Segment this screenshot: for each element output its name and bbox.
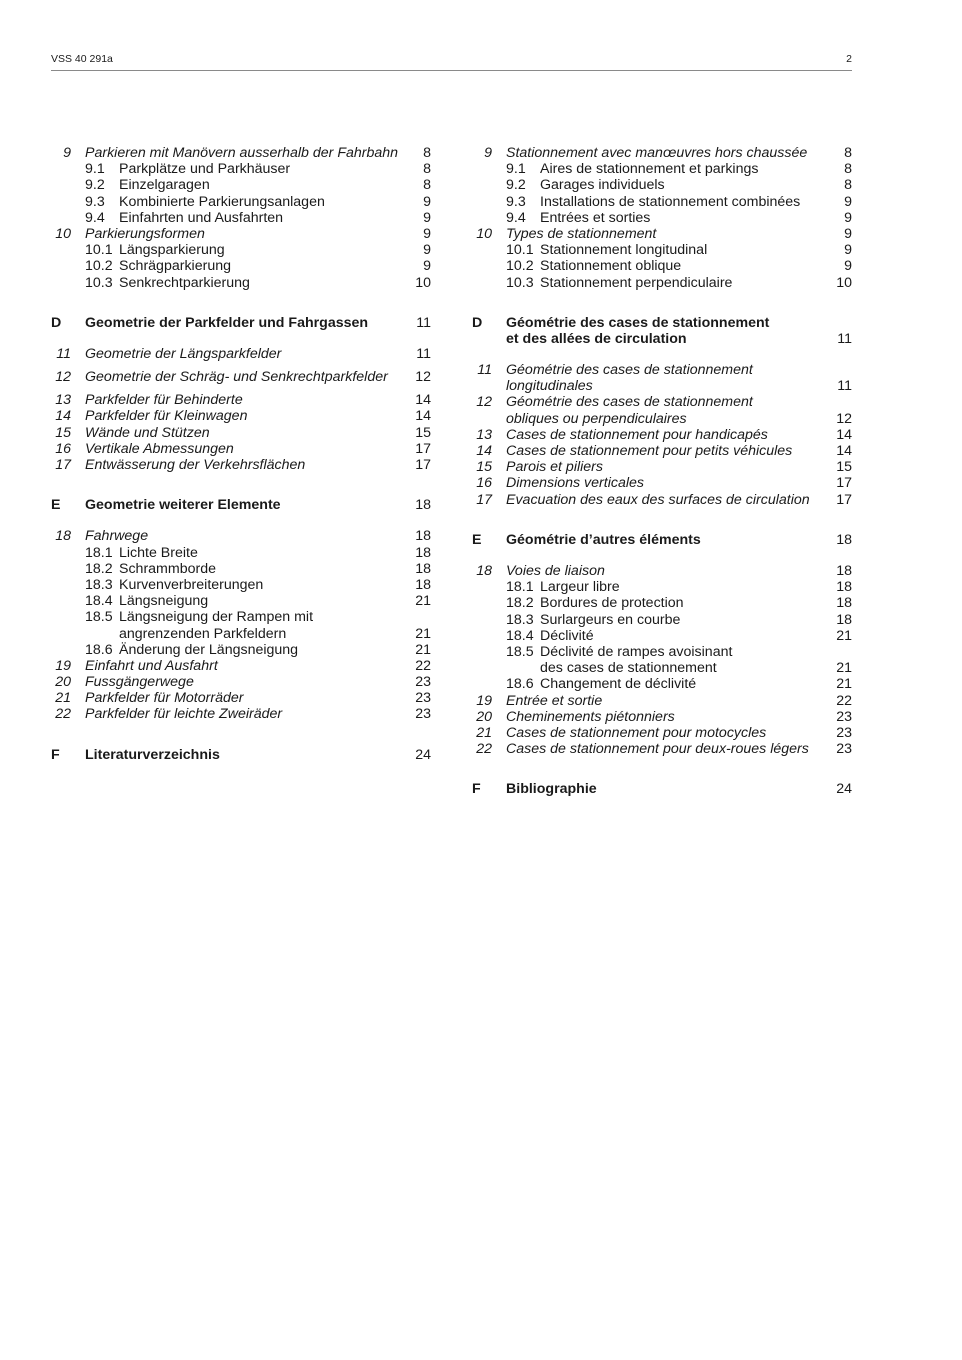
toc-entry: [51, 528, 431, 544]
section-title: Literaturverzeichnis: [85, 746, 220, 763]
page-ref: 17: [415, 440, 431, 457]
page-ref: 23: [836, 708, 852, 725]
page-ref: 21: [415, 625, 431, 642]
toc-entry: [51, 210, 431, 226]
chapter-number: 11: [56, 345, 71, 362]
toc-entry: [472, 595, 852, 611]
page-ref: 9: [844, 258, 852, 275]
section-letter: F: [51, 746, 60, 763]
toc-entry: [472, 693, 852, 709]
entry-number: 18.1: [85, 544, 113, 561]
chapter-title: Cases de stationnement pour deux-roues légers: [506, 741, 809, 758]
toc-entry: [51, 593, 431, 609]
toc-entry: [472, 725, 852, 741]
entry-number: 10.3: [506, 274, 534, 291]
toc-entry: [472, 226, 852, 242]
toc-entry: [51, 674, 431, 690]
chapter-title-line2: longitudinales: [506, 378, 593, 395]
entry-number: 9.2: [506, 177, 526, 194]
header-rule: [51, 70, 852, 71]
page-ref: 18: [836, 562, 852, 579]
page-ref: 21: [836, 676, 852, 693]
toc-entry: [472, 315, 852, 347]
chapter-number: 18: [55, 528, 71, 545]
entry-title: Largeur libre: [540, 579, 620, 596]
entry-title: Parkplätze und Parkhäuser: [119, 161, 291, 178]
entry-title: Einfahrten und Ausfahrten: [119, 209, 284, 226]
entry-title: Kurvenverbreiterungen: [119, 576, 264, 593]
chapter-title: Parkfelder für Kleinwagen: [85, 408, 248, 425]
entry-title: Stationnement oblique: [540, 258, 682, 275]
toc-entry: [51, 690, 431, 706]
page-ref: 10: [415, 274, 431, 291]
entry-title: Aires de stationnement et parkings: [540, 161, 759, 178]
page-ref: 8: [844, 161, 852, 178]
chapter-title: Parkfelder für leichte Zweiräder: [85, 706, 283, 723]
page-ref: 23: [415, 674, 431, 691]
entry-title: Entrées et sorties: [540, 209, 651, 226]
chapter-number: 20: [476, 708, 492, 725]
page-ref: 15: [415, 424, 431, 441]
page-ref: 9: [423, 193, 431, 210]
chapter-title: Evacuation des eaux des surfaces de circulation: [506, 491, 810, 508]
toc-entry: [51, 242, 431, 258]
page-ref: 21: [415, 593, 431, 610]
chapter-number: 10: [476, 225, 492, 242]
page-ref: 11: [416, 314, 431, 331]
chapter-number: 17: [55, 457, 71, 473]
entry-number: 18.5: [85, 609, 113, 626]
section-letter: F: [472, 781, 481, 798]
page-ref: 9: [844, 193, 852, 210]
entry-number: 18.4: [506, 627, 534, 644]
section-title-line2: et des allées de circulation: [506, 330, 687, 347]
toc-entry: [51, 545, 431, 561]
entry-title: Installations de stationnement combinées: [540, 193, 801, 210]
entry-number: 18.6: [506, 676, 534, 693]
chapter-title: Einfahrt und Ausfahrt: [85, 657, 218, 674]
section-title: Geometrie der Parkfelder und Fahrgassen: [85, 314, 369, 331]
entry-title: Surlargeurs en courbe: [540, 611, 681, 628]
toc-entry: [51, 275, 431, 291]
page-ref: 14: [836, 443, 852, 460]
page-ref: 8: [423, 177, 431, 194]
chapter-number: 11: [477, 362, 492, 379]
page-ref: 23: [415, 690, 431, 707]
toc-entry: [51, 226, 431, 242]
page-ref: 18: [836, 611, 852, 628]
toc-entry: [51, 408, 431, 424]
page-ref: 12: [836, 410, 852, 427]
toc-entry: [51, 346, 431, 362]
section-title: Géométrie d’autres éléments: [506, 531, 701, 548]
page-ref: 11: [416, 345, 431, 362]
page-ref: 8: [423, 145, 431, 161]
chapter-number: 20: [55, 674, 71, 691]
entry-title: Senkrechtparkierung: [119, 274, 250, 291]
toc-entry: [51, 315, 431, 331]
page-ref: 15: [836, 459, 852, 476]
page-ref: 18: [836, 579, 852, 596]
entry-number: 18.5: [506, 643, 534, 660]
page-ref: 14: [415, 408, 431, 425]
toc-entry: [472, 427, 852, 443]
toc-entry: [51, 577, 431, 593]
page-ref: 18: [836, 531, 852, 548]
chapter-title: Parois et piliers: [506, 459, 603, 476]
toc-entry: [472, 362, 852, 394]
toc-entry: [51, 425, 431, 441]
entry-title: Schrägparkierung: [119, 258, 231, 275]
chapter-number: 19: [55, 657, 71, 674]
page-ref: 8: [844, 145, 852, 161]
chapter-title: Parkfelder für Behinderte: [85, 392, 243, 409]
entry-number: 10.2: [85, 258, 113, 275]
entry-number: 10.1: [85, 242, 113, 259]
chapter-title: Dimensions verticales: [506, 475, 644, 492]
chapter-number: 14: [476, 443, 492, 460]
toc-entry: [472, 443, 852, 459]
chapter-title: Voies de liaison: [506, 562, 605, 579]
chapter-number: 15: [55, 424, 71, 441]
section-title-line1: Géométrie des cases de stationnement: [506, 314, 770, 331]
chapter-number: 12: [55, 369, 71, 386]
chapter-number: 15: [476, 459, 492, 476]
toc-entry: [472, 145, 852, 161]
chapter-number: 13: [476, 426, 492, 443]
page-ref: 23: [415, 706, 431, 723]
toc-entry: [472, 492, 852, 508]
toc-entry: [472, 579, 852, 595]
chapter-title-line1: Géométrie des cases de stationnement: [506, 394, 753, 411]
section-title: [506, 315, 822, 347]
toc-entry: [472, 532, 852, 548]
entry-title: Längsneigung: [119, 593, 209, 610]
toc-entry: [472, 709, 852, 725]
entry-title: Déclivité de rampes avoisinant: [540, 643, 733, 660]
chapter-title-line1: Géométrie des cases de stationnement: [506, 362, 753, 379]
entry-title-continued: angrenzenden Parkfeldern: [119, 625, 287, 642]
toc-entry: [472, 177, 852, 193]
entry-number: 9.3: [85, 193, 105, 210]
toc-entry: [472, 210, 852, 226]
page-ref: 14: [415, 392, 431, 409]
page-ref: 9: [423, 225, 431, 242]
entry-title: Einzelgaragen: [119, 177, 210, 194]
page-ref: 18: [415, 560, 431, 577]
chapter-title: Geometrie der Schräg- und Senkrechtparkfelder: [85, 369, 388, 386]
toc-entry: [472, 644, 852, 676]
toc-entry: [472, 612, 852, 628]
entry-number: 9.1: [85, 161, 105, 178]
toc-entry: [51, 609, 431, 641]
toc-entry: [472, 741, 852, 757]
chapter-title: Fahrwege: [85, 528, 149, 545]
entry-number: 9.4: [85, 209, 105, 226]
entry-title: Längsneigung der Rampen mit: [119, 609, 314, 626]
toc-entry: [51, 747, 431, 763]
chapter-title: Fussgängerwege: [85, 674, 194, 691]
entry-number: 10.3: [85, 274, 113, 291]
entry-number: 18.2: [506, 595, 534, 612]
toc-entry: [51, 258, 431, 274]
chapter-number: 13: [55, 392, 71, 409]
chapter-title: Parkierungsformen: [85, 225, 205, 242]
entry-title: Stationnement longitudinal: [540, 242, 708, 259]
chapter-number: 12: [476, 394, 492, 411]
entry-number: 18.3: [85, 576, 113, 593]
page-ref: 18: [836, 595, 852, 612]
page-ref: 11: [837, 330, 852, 347]
chapter-title-line2: obliques ou perpendiculaires: [506, 410, 687, 427]
entry-number: 18.2: [85, 560, 113, 577]
page-ref: 17: [836, 491, 852, 508]
page-ref: 18: [415, 544, 431, 561]
toc-entry: [51, 658, 431, 674]
toc-column-german: [51, 145, 431, 763]
entry-title: Stationnement perpendiculaire: [540, 274, 733, 291]
toc-entry: [472, 676, 852, 692]
chapter-title: Cheminements piétonniers: [506, 708, 675, 725]
page-ref: 14: [836, 426, 852, 443]
chapter-title: [506, 362, 822, 394]
chapter-number: 18: [476, 562, 492, 579]
entry-title: Bordures de protection: [540, 595, 684, 612]
chapter-title: Parkfelder für Motorräder: [85, 690, 244, 707]
entry-number: 9.1: [506, 161, 526, 178]
entry-number: 10.2: [506, 258, 534, 275]
entry-number: 18.1: [506, 579, 534, 596]
toc-entry: [472, 275, 852, 291]
chapter-number: 10: [55, 225, 71, 242]
chapter-title: Wände und Stützen: [85, 424, 210, 441]
page-ref: 18: [415, 576, 431, 593]
page-ref: 8: [423, 161, 431, 178]
toc-entry: [472, 628, 852, 644]
entry-number: 18.6: [85, 641, 113, 658]
chapter-number: 9: [63, 145, 71, 161]
page-ref: 12: [415, 369, 431, 386]
toc-entry: [472, 194, 852, 210]
entry-number: 9.4: [506, 209, 526, 226]
page-ref: 24: [415, 746, 431, 763]
page-ref: 8: [844, 177, 852, 194]
chapter-number: 21: [476, 724, 492, 741]
chapter-number: 22: [476, 741, 492, 758]
page-ref: 21: [836, 627, 852, 644]
toc-entry: [472, 459, 852, 475]
page-ref: 9: [423, 209, 431, 226]
entry-title: Änderung der Längsneigung: [119, 641, 299, 658]
toc-entry: [472, 161, 852, 177]
page-ref: 23: [836, 724, 852, 741]
toc-entry: [51, 177, 431, 193]
entry-title: Lichte Breite: [119, 544, 198, 561]
chapter-number: 16: [476, 475, 492, 492]
page-ref: 21: [415, 641, 431, 658]
entry-title: Schrammborde: [119, 560, 216, 577]
entry-number: 18.3: [506, 611, 534, 628]
chapter-number: 19: [476, 692, 492, 709]
entry-title: Garages individuels: [540, 177, 665, 194]
section-letter: E: [51, 497, 61, 514]
toc-entry: [51, 642, 431, 658]
section-letter: D: [51, 314, 62, 331]
chapter-title: [506, 394, 822, 426]
toc-entry: [472, 563, 852, 579]
page-number: 2: [846, 53, 852, 65]
page-ref: 9: [844, 225, 852, 242]
entry-number: 10.1: [506, 242, 534, 259]
document-id: VSS 40 291a: [51, 53, 113, 65]
page-ref: 9: [423, 258, 431, 275]
chapter-number: 16: [55, 440, 71, 457]
chapter-title: Cases de stationnement pour petits véhicules: [506, 443, 793, 460]
chapter-title: Entrée et sortie: [506, 692, 603, 709]
chapter-title: Cases de stationnement pour handicapés: [506, 426, 768, 443]
toc-entry: [51, 369, 431, 385]
entry-number: 18.4: [85, 593, 113, 610]
toc-entry: [51, 457, 431, 473]
toc-entry: [51, 441, 431, 457]
chapter-number: 17: [476, 491, 492, 508]
section-title: Geometrie weiterer Elemente: [85, 497, 281, 514]
chapter-title: Geometrie der Längsparkfelder: [85, 345, 282, 362]
chapter-title: Types de stationnement: [506, 225, 657, 242]
chapter-title: Entwässerung der Verkehrsflächen: [85, 457, 306, 473]
chapter-title: Cases de stationnement pour motocycles: [506, 724, 767, 741]
entry-title: Changement de déclivité: [540, 676, 697, 693]
chapter-number: 21: [55, 690, 71, 707]
page-ref: 24: [836, 781, 852, 798]
toc-entry: [51, 392, 431, 408]
toc-entry: [51, 497, 431, 513]
page-ref: 23: [836, 741, 852, 758]
chapter-number: 9: [484, 145, 492, 161]
toc-column-french: [472, 145, 852, 797]
page-ref: 17: [836, 475, 852, 492]
entry-number: 9.3: [506, 193, 526, 210]
page-ref: 21: [836, 660, 852, 677]
entry-title-continued: des cases de stationnement: [540, 660, 717, 677]
toc-entry: [51, 194, 431, 210]
chapter-title: Parkieren mit Manövern ausserhalb der Fahrbahn: [85, 145, 399, 161]
section-title: Bibliographie: [506, 781, 597, 798]
toc-entry: [472, 258, 852, 274]
page-ref: 9: [844, 209, 852, 226]
chapter-title: Stationnement avec manœuvres hors chaussée: [506, 145, 808, 161]
toc-entry: [51, 161, 431, 177]
toc-entry: [472, 242, 852, 258]
section-letter: D: [472, 314, 483, 331]
section-letter: E: [472, 531, 482, 548]
page-ref: 17: [415, 457, 431, 473]
entry-title: Déclivité: [540, 627, 594, 644]
page-ref: 18: [415, 528, 431, 545]
page-ref: 22: [836, 692, 852, 709]
entry-title: Kombinierte Parkierungsanlagen: [119, 193, 325, 210]
toc-entry: [51, 561, 431, 577]
toc-entry: [472, 781, 852, 797]
page-ref: 9: [423, 242, 431, 259]
page-ref: 18: [415, 497, 431, 514]
page-ref: 9: [844, 242, 852, 259]
chapter-number: 14: [55, 408, 71, 425]
page-ref: 11: [837, 378, 852, 395]
toc-entry: [51, 706, 431, 722]
chapter-title: Vertikale Abmessungen: [85, 440, 234, 457]
chapter-number: 22: [55, 706, 71, 723]
entry-title: Längsparkierung: [119, 242, 225, 259]
page-ref: 10: [836, 274, 852, 291]
entry-number: 9.2: [85, 177, 105, 194]
page-ref: 22: [415, 657, 431, 674]
toc-entry: [472, 394, 852, 426]
toc-entry: [472, 475, 852, 491]
toc-entry: [51, 145, 431, 161]
